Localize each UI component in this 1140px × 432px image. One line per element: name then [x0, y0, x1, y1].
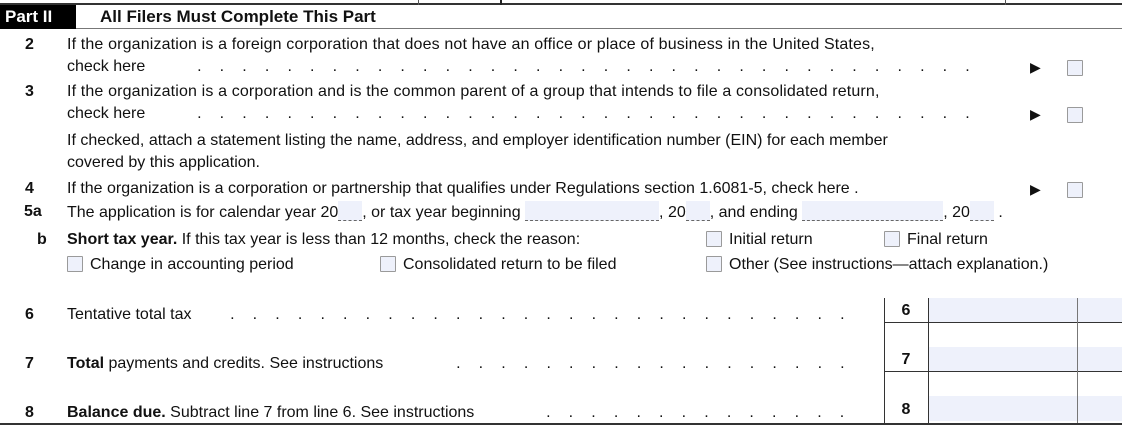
divider [928, 298, 929, 423]
line-4-checkbox[interactable] [1067, 182, 1083, 198]
consolidated-return-option[interactable] [380, 254, 616, 276]
leader-dots: . . . . . . . . . . . . . . . . . . . . . . . . . . . . . . . . . . . [197, 105, 970, 122]
line-3-checkbox[interactable] [1067, 107, 1083, 123]
label: , 20 [943, 204, 970, 221]
label: payments and credits. See instructions [104, 355, 384, 372]
label: Other (See instructions—attach explanation.) [729, 256, 1049, 273]
arrow-icon: ▶ [1030, 59, 1041, 75]
part-title: All Filers Must Complete This Part [100, 6, 376, 26]
tax-year-begin-field[interactable] [525, 201, 659, 221]
other-checkbox[interactable] [706, 256, 722, 272]
line-text: If checked, attach a statement listing the name, address, and employer identification number (EIN) for each member [67, 132, 888, 149]
end-year-field[interactable] [970, 201, 994, 221]
label: , 20 [659, 204, 686, 221]
change-accounting-checkbox[interactable] [67, 256, 83, 272]
line-text: covered by this application. [67, 154, 260, 171]
line-7-amount-row [884, 347, 1122, 371]
label-bold: Total [67, 355, 105, 372]
final-return-checkbox[interactable] [884, 231, 900, 247]
line-number: 8 [25, 404, 34, 421]
label: The application is for calendar year 20 [67, 204, 339, 221]
tax-year-end-field[interactable] [802, 201, 943, 221]
line-number: 4 [25, 180, 34, 197]
box-number: 7 [901, 351, 911, 368]
label: , or tax year beginning [362, 204, 521, 221]
line-8-amount-field[interactable] [929, 396, 1122, 421]
change-accounting-option[interactable] [67, 254, 294, 276]
part-badge: Part II [0, 5, 76, 29]
arrow-icon: ▶ [1030, 181, 1041, 197]
leader-dots: . . . . . . . . . . . . . . . . . . [456, 355, 845, 372]
line-text: If the organization is a foreign corporation that does not have an office or place of business in the United States, [67, 36, 875, 53]
box-number: 6 [901, 302, 911, 319]
line-text: If the organization is a corporation or partnership that qualifies under Regulations section 1.6081-5, check here . [67, 180, 859, 197]
box-number: 8 [901, 401, 911, 418]
divider [1077, 298, 1078, 423]
divider [884, 298, 885, 423]
label-bold: Short tax year. [67, 231, 178, 248]
leader-dots: . . . . . . . . . . . . . . [546, 404, 845, 421]
bottom-border [0, 423, 1122, 425]
line-text [67, 229, 580, 251]
other-option[interactable] [706, 254, 1048, 276]
line-text: check here [67, 105, 146, 122]
divider [884, 371, 1122, 372]
leader-dots: . . . . . . . . . . . . . . . . . . . . . . . . . . . . . . . . . . . [197, 58, 970, 75]
line-number: 2 [25, 36, 34, 53]
line-7-amount-field[interactable] [929, 347, 1122, 371]
line-2-checkbox[interactable] [1067, 60, 1083, 76]
initial-return-checkbox[interactable] [706, 231, 722, 247]
line-text: If the organization is a corporation and is the common parent of a group that intends to file a consolidated return, [67, 83, 880, 100]
line-text: Tentative total tax [67, 306, 192, 323]
line-text: check here [67, 58, 146, 75]
line-text [67, 201, 1003, 224]
calendar-year-field[interactable] [338, 201, 362, 221]
line-6-amount-row [884, 298, 1122, 322]
line-number: 5a [24, 203, 42, 220]
label: Consolidated return to be filed [403, 256, 617, 273]
label: Subtract line 7 from line 6. See instructions [165, 404, 475, 421]
line-text [67, 402, 474, 424]
line-text [67, 353, 383, 375]
begin-year-field[interactable] [686, 201, 710, 221]
initial-return-option[interactable] [706, 229, 813, 251]
label: , and ending [709, 204, 798, 221]
label: Final return [907, 231, 988, 248]
label: Initial return [729, 231, 813, 248]
label-bold: Balance due. [67, 404, 166, 421]
line-8-amount-row [884, 396, 1122, 421]
consolidated-return-checkbox[interactable] [380, 256, 396, 272]
line-number: 6 [25, 306, 34, 323]
label: If this tax year is less than 12 months, check the reason: [177, 231, 581, 248]
leader-dots: . . . . . . . . . . . . . . . . . . . . . . . . . . . . [230, 306, 845, 323]
divider [884, 322, 1122, 323]
arrow-icon: ▶ [1030, 106, 1041, 122]
line-6-amount-field[interactable] [929, 298, 1122, 322]
line-number: 3 [25, 83, 34, 100]
label: Change in accounting period [90, 256, 294, 273]
label: . [998, 204, 1003, 221]
amount-grid [884, 298, 1122, 423]
final-return-option[interactable] [884, 229, 988, 251]
line-number: 7 [25, 355, 34, 372]
line-number: b [37, 231, 47, 248]
part-header [0, 5, 1122, 29]
